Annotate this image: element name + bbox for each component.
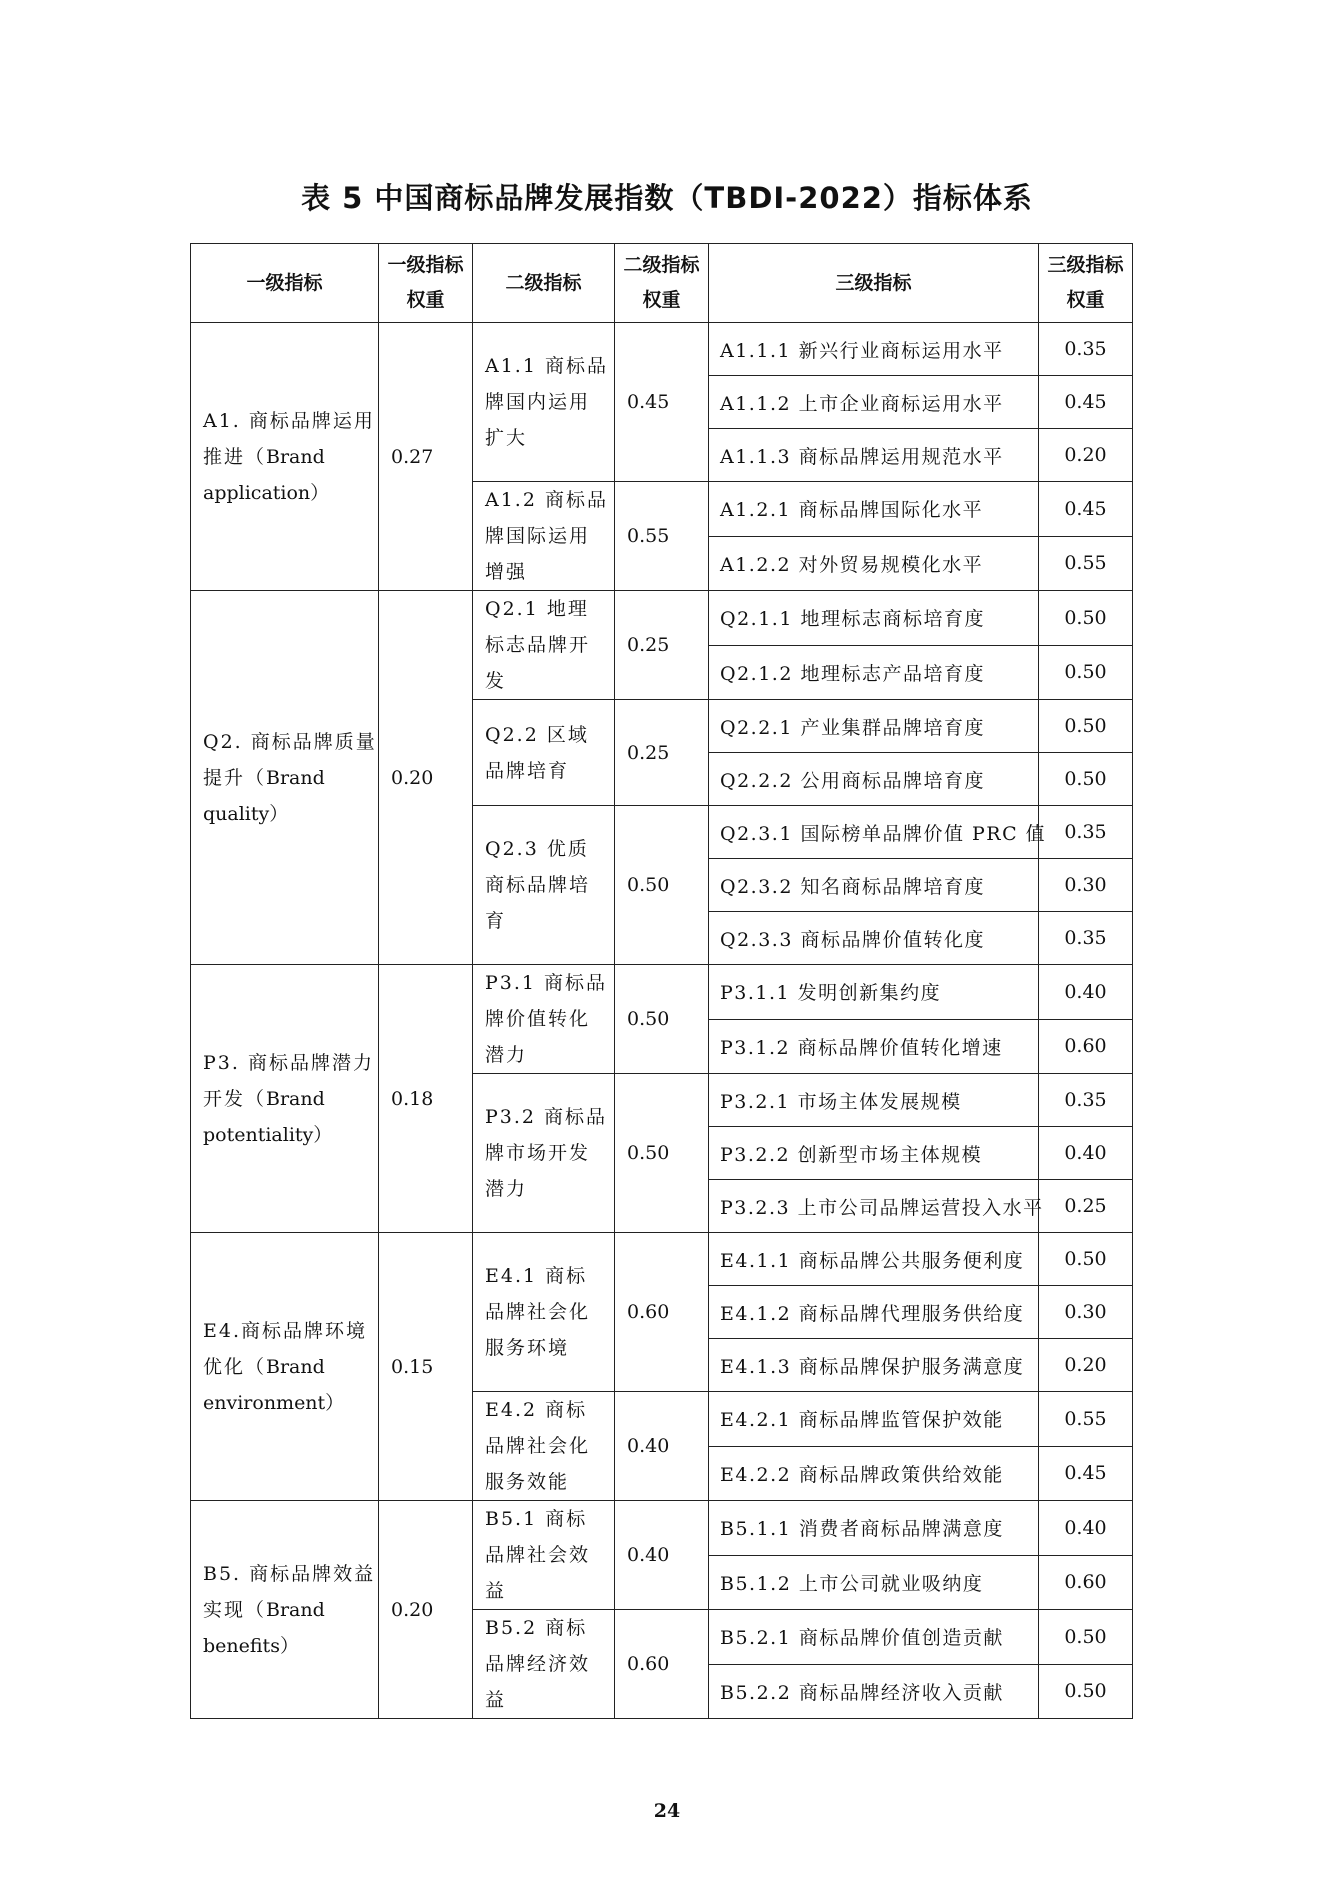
level3-indicator: P3.2.2 创新型市场主体规模	[709, 1127, 1039, 1180]
level1-indicator	[191, 965, 379, 1233]
header-level1-weight: 一级指标权重	[379, 244, 473, 323]
level3-indicator: P3.2.1 市场主体发展规模	[709, 1074, 1039, 1127]
level1-indicator	[191, 591, 379, 965]
level3-indicator: B5.2.2 商标品牌经济收入贡献	[709, 1664, 1039, 1719]
level3-weight: 0.50	[1039, 700, 1133, 753]
header-level3-weight: 三级指标权重	[1039, 244, 1133, 323]
level3-indicator: A1.2.1 商标品牌国际化水平	[709, 482, 1039, 537]
level3-weight: 0.50	[1039, 1610, 1133, 1665]
level3-indicator: B5.1.1 消费者商标品牌满意度	[709, 1501, 1039, 1556]
level1-name-cn: B5. 商标品牌效益实现（	[203, 1562, 376, 1621]
header-level3: 三级指标	[709, 244, 1039, 323]
level3-weight: 0.20	[1039, 1339, 1133, 1392]
level3-weight: 0.30	[1039, 1286, 1133, 1339]
indicator-table	[190, 243, 1133, 1719]
level3-weight: 0.50	[1039, 753, 1133, 806]
level3-indicator: A1.1.2 上市企业商标运用水平	[709, 376, 1039, 429]
level1-weight: 0.18	[379, 965, 473, 1233]
table-row	[191, 591, 1133, 646]
level2-indicator: A1.1 商标品牌国内运用扩大	[473, 323, 615, 482]
level3-indicator: E4.1.3 商标品牌保护服务满意度	[709, 1339, 1039, 1392]
level3-indicator: E4.1.2 商标品牌代理服务供给度	[709, 1286, 1039, 1339]
level2-weight: 0.25	[615, 700, 709, 806]
level3-weight: 0.35	[1039, 1074, 1133, 1127]
table-row	[191, 965, 1133, 1020]
level2-indicator: Q2.1 地理标志品牌开发	[473, 591, 615, 700]
level2-weight: 0.50	[615, 965, 709, 1074]
level2-weight: 0.55	[615, 482, 709, 591]
level3-indicator: E4.1.1 商标品牌公共服务便利度	[709, 1233, 1039, 1286]
level2-weight: 0.60	[615, 1610, 709, 1719]
level3-indicator: Q2.2.2 公用商标品牌培育度	[709, 753, 1039, 806]
level1-name-cn: A1. 商标品牌运用推进（	[203, 409, 375, 468]
level3-weight: 0.35	[1039, 323, 1133, 376]
level1-indicator	[191, 323, 379, 591]
level1-name-cn: E4.商标品牌环境优化（	[203, 1319, 367, 1378]
level3-indicator: E4.2.2 商标品牌政策供给效能	[709, 1446, 1039, 1501]
level3-indicator: Q2.3.2 知名商标品牌培育度	[709, 859, 1039, 912]
level3-indicator: B5.2.1 商标品牌价值创造贡献	[709, 1610, 1039, 1665]
level3-indicator: E4.2.1 商标品牌监管保护效能	[709, 1392, 1039, 1447]
level2-weight: 0.25	[615, 591, 709, 700]
level2-indicator: Q2.3 优质商标品牌培育	[473, 806, 615, 965]
level2-indicator: B5.1 商标品牌社会效益	[473, 1501, 615, 1610]
level3-weight: 0.45	[1039, 482, 1133, 537]
level3-weight: 0.55	[1039, 536, 1133, 591]
level3-weight: 0.30	[1039, 859, 1133, 912]
table-header-row	[191, 244, 1133, 323]
header-level2-weight: 二级指标权重	[615, 244, 709, 323]
level2-weight: 0.45	[615, 323, 709, 482]
level1-name-en: Brand application）	[203, 445, 330, 504]
level3-weight: 0.50	[1039, 1233, 1133, 1286]
level2-weight: 0.50	[615, 806, 709, 965]
level3-weight: 0.40	[1039, 1127, 1133, 1180]
level3-indicator: B5.1.2 上市公司就业吸纳度	[709, 1555, 1039, 1610]
level2-weight: 0.60	[615, 1233, 709, 1392]
level2-indicator: B5.2 商标品牌经济效益	[473, 1610, 615, 1719]
level2-indicator: P3.1 商标品牌价值转化潜力	[473, 965, 615, 1074]
level1-name-cn: Q2. 商标品牌质量提升（	[203, 730, 377, 789]
level3-indicator: P3.1.2 商标品牌价值转化增速	[709, 1019, 1039, 1074]
page-title: 表 5 中国商标品牌发展指数（TBDI-2022）指标体系	[301, 181, 1033, 215]
level1-weight: 0.27	[379, 323, 473, 591]
level3-weight: 0.40	[1039, 965, 1133, 1020]
level3-indicator: A1.1.3 商标品牌运用规范水平	[709, 429, 1039, 482]
level3-weight: 0.20	[1039, 429, 1133, 482]
level3-weight: 0.40	[1039, 1501, 1133, 1556]
level1-name-en: Brand potentiality）	[203, 1087, 333, 1146]
level2-weight: 0.40	[615, 1501, 709, 1610]
level3-weight: 0.35	[1039, 912, 1133, 965]
level1-weight: 0.20	[379, 1501, 473, 1719]
level2-indicator: Q2.2 区域品牌培育	[473, 700, 615, 806]
level3-weight: 0.60	[1039, 1555, 1133, 1610]
level3-weight: 0.50	[1039, 1664, 1133, 1719]
level2-indicator: P3.2 商标品牌市场开发潜力	[473, 1074, 615, 1233]
level3-weight: 0.25	[1039, 1180, 1133, 1233]
level1-indicator	[191, 1233, 379, 1501]
table-row	[191, 323, 1133, 376]
level3-weight: 0.60	[1039, 1019, 1133, 1074]
header-level2: 二级指标	[473, 244, 615, 323]
level1-indicator	[191, 1501, 379, 1719]
level3-indicator: Q2.3.1 国际榜单品牌价值 PRC 值	[709, 806, 1039, 859]
level3-indicator: P3.2.3 上市公司品牌运营投入水平	[709, 1180, 1039, 1233]
level2-weight: 0.50	[615, 1074, 709, 1233]
level3-indicator: Q2.2.1 产业集群品牌培育度	[709, 700, 1039, 753]
level3-weight: 0.50	[1039, 645, 1133, 700]
table-body	[191, 323, 1133, 1719]
level2-weight: 0.40	[615, 1392, 709, 1501]
level1-weight: 0.15	[379, 1233, 473, 1501]
level2-indicator: E4.1 商标品牌社会化服务环境	[473, 1233, 615, 1392]
page-number: 24	[653, 1800, 681, 1822]
level1-name-en: Brand environment）	[203, 1355, 345, 1414]
level3-weight: 0.45	[1039, 376, 1133, 429]
level2-indicator: A1.2 商标品牌国际运用增强	[473, 482, 615, 591]
level3-weight: 0.55	[1039, 1392, 1133, 1447]
level3-indicator: P3.1.1 发明创新集约度	[709, 965, 1039, 1020]
table-row	[191, 1501, 1133, 1556]
level1-name-cn: P3. 商标品牌潜力开发（	[203, 1051, 374, 1110]
level3-weight: 0.50	[1039, 591, 1133, 646]
level3-indicator: A1.2.2 对外贸易规模化水平	[709, 536, 1039, 591]
level1-weight: 0.20	[379, 591, 473, 965]
level3-indicator: Q2.1.2 地理标志产品培育度	[709, 645, 1039, 700]
level3-indicator: Q2.3.3 商标品牌价值转化度	[709, 912, 1039, 965]
level2-indicator: E4.2 商标品牌社会化服务效能	[473, 1392, 615, 1501]
level1-name-en: Brand benefits）	[203, 1598, 325, 1657]
header-level1: 一级指标	[191, 244, 379, 323]
level1-name-en: Brand quality）	[203, 766, 325, 825]
level3-weight: 0.45	[1039, 1446, 1133, 1501]
level3-weight: 0.35	[1039, 806, 1133, 859]
level3-indicator: A1.1.1 新兴行业商标运用水平	[709, 323, 1039, 376]
level3-indicator: Q2.1.1 地理标志商标培育度	[709, 591, 1039, 646]
table-row	[191, 1233, 1133, 1286]
